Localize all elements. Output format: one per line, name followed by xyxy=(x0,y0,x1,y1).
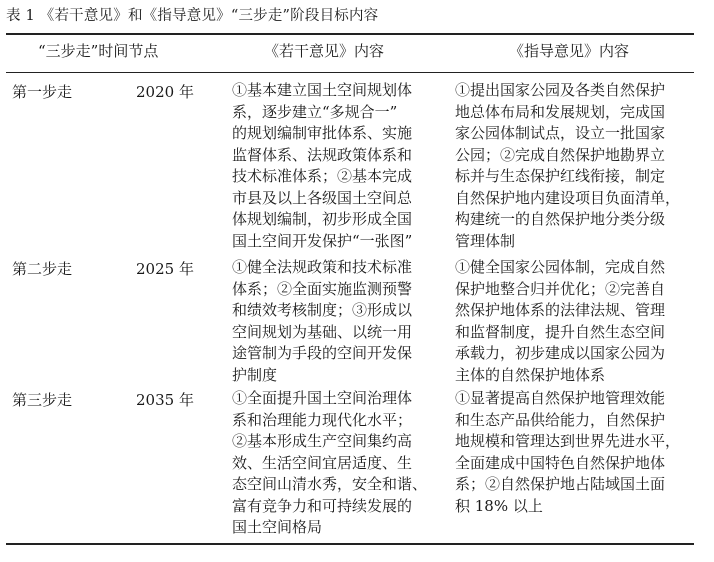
header-zhidao: 《指导意见》内容 xyxy=(509,42,630,60)
row-1-step: 第一步走 xyxy=(12,83,73,101)
row-1-zhidao-content: ①提出国家公园及各类自然保护 地总体布局和发展规划，完成国 家公园体制试点，设立一批国家 公园；②完成自然保护地勘界立 标并与生态保护红线衔接，制定 自然保护地内建设项目负面清单， 构建统一的自然保护地分类分级 管理体制 xyxy=(455,81,681,250)
header-stage-time: “三步走”时间节点 xyxy=(38,42,159,60)
header-rule xyxy=(6,72,694,73)
row-3-year: 2035 年 xyxy=(136,391,194,409)
row-3-ruogan-content: ①全面提升国土空间治理体 系和治理能力现代化水平； ②基本形成生产空间集约高 效、生活空间宜居适度、生 态空间山清水秀，安全和谐、 富有竞争力和可持续发展的 国土空间格局 xyxy=(232,389,428,536)
top-rule xyxy=(6,33,694,35)
row-1-ruogan-content: ①基本建立国土空间规划体 系，逐步建立“多规合一” 的规划编制审批体系、实施 监督体系、法规政策体系和 技术标准体系；②基本完成 市县及以上各级国土空间总 体规划编制，初步形成全国 国土空间开发保护“一张图” xyxy=(232,81,413,250)
row-3-step: 第三步走 xyxy=(12,391,73,409)
bottom-rule xyxy=(6,543,694,545)
row-2-year: 2025 年 xyxy=(136,260,194,278)
row-2-ruogan-content: ①健全法规政策和技术标准 体系；②全面实施监测预警 和绩效考核制度；③形成以 空间规划为基础、以统一用 途管制为手段的空间开发保 护制度 xyxy=(232,258,413,384)
header-ruogan: 《若干意见》内容 xyxy=(264,42,385,60)
table-caption: 表 1 《若干意见》和《指导意见》“三步走”阶段目标内容 xyxy=(6,8,379,24)
row-1-year: 2020 年 xyxy=(136,83,194,101)
row-3-zhidao-content: ①显著提高自然保护地管理效能 和生态产品供给能力，自然保护 地规模和管理达到世界先进水平， 全面建成中国特色自然保护地体 系；②自然保护地占陆域国土面 积 18% 以上 xyxy=(455,389,681,515)
row-2-zhidao-content: ①健全国家公园体制，完成自然 保护地整合归并优化；②完善自 然保护地体系的法律法规、管理 和监督制度，提升自然生态空间 承载力，初步建成以国家公园为 主体的自然保护地体系 xyxy=(455,258,666,384)
row-2-step: 第二步走 xyxy=(12,260,73,278)
